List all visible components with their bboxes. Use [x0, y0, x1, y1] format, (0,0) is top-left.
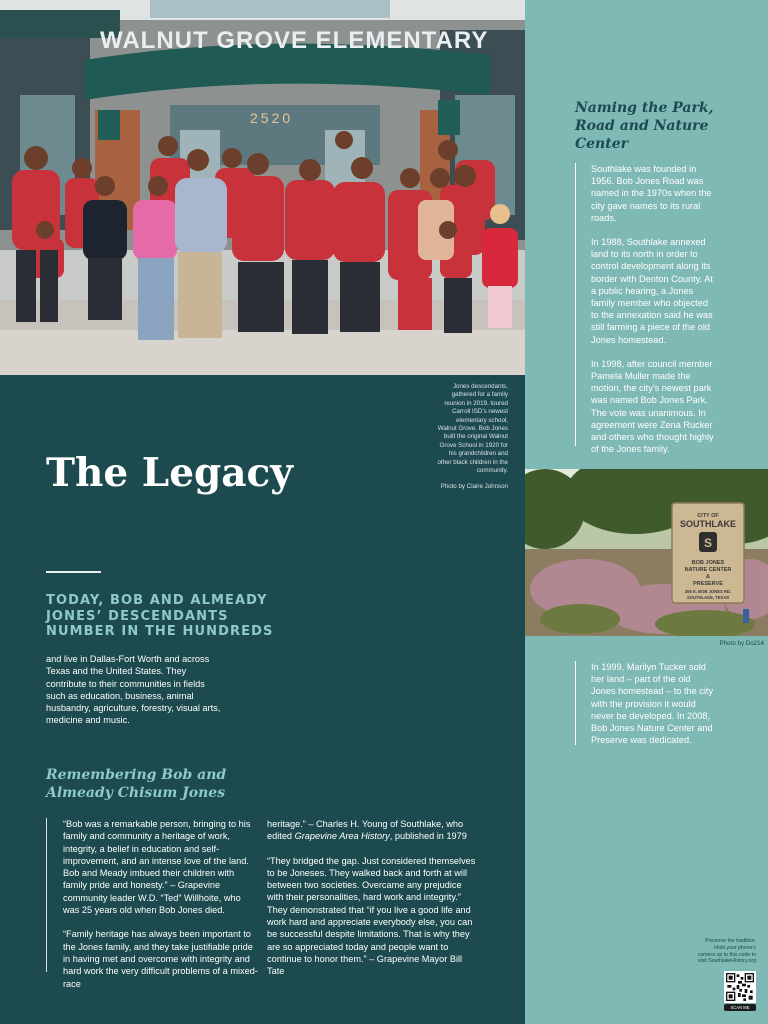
sign-text-preserve: PRESERVE	[693, 581, 723, 587]
donation-text-block	[575, 661, 717, 745]
naming-heading: Naming the Park, Road and Nature Center	[575, 100, 714, 152]
naming-paragraph-2: In 1988, Southlake annexed land to its north in order to control development along its border with Denton County. At a public hearing, a Jones family member who objected to the annexation said he was still farming a piece of the old Jones homestead.	[591, 237, 713, 345]
quote-willhoite: “Bob was a remarkable person, bringing to his family and community a heritage of work, integrity, a belief in education and self-improvement, and an intense love of the land. Bob and Meady imbued their children with family pride and honesty.” – Grapevine community leader W.D. “Ted” Willhoite, who was 25 years old when Bob Jones died.	[63, 819, 251, 916]
sign-text-nature-center: NATURE CENTER	[684, 567, 732, 573]
quote-young-text-b: , published in 1979	[389, 831, 467, 842]
naming-paragraph-1: Southlake was founded in 1956. Bob Jones Road was named in the 1970s when the city gave names to its rural roads.	[591, 164, 712, 223]
quote-tate: “They bridged the gap. Just considered themselves to be Joneses. They walked back and forth at will between two societies. Overcame any prejudice with their personalities, hard work and integrity.” They demonstrated that “if you live a good life and work hard and appreciate everybody else, you can be successful despite limitations. That is why they are so appreciated today and people want to continue to honor them.” – Grapevine Mayor Bill Tate	[267, 855, 476, 977]
naming-text-block	[575, 163, 717, 455]
quote-column-right	[267, 818, 477, 978]
donation-paragraph: In 1999, Marilyn Tucker sold her land – part of the old Jones homestead – to the city with the provision it would never be developed. In 2008, Bob Jones Nature Center and Preserve was dedicated.	[591, 662, 714, 746]
quote-column-left	[46, 818, 258, 989]
quote-family-heritage: “Family heritage has always been important to the Jones family, and they take justifiable pride in having met and overcome with integrity and hard work the very difficult problems of a mixed-race	[63, 929, 258, 989]
legacy-intro-text: and live in Dallas-Fort Worth and across Texas and the United States. They contribute to their communities in fields such as education, business, animal husbandry, agriculture, forestry, visual arts, medicine and music.	[46, 654, 221, 726]
scan-me-label: SCAN ME	[724, 1004, 756, 1011]
qr-code-icon	[726, 973, 754, 1001]
photo-caption-text: Jones descendants, gathered for a family reunion in 2019, toured Carroll ISD’s newest elementary school, Walnut Grove. Bob Jones built the original Walnut Grove School in 1920 for his grandchildren and other black children in the community.	[437, 383, 508, 475]
nature-center-sign-photo	[525, 469, 768, 636]
page-title: The Legacy	[46, 450, 293, 496]
school-number-text: 2520	[250, 110, 294, 126]
sign-text-city-state: SOUTHLAKE, TEXAS	[686, 595, 730, 600]
book-title: Grapevine Area History	[294, 831, 390, 842]
sign-photo-illustration	[525, 469, 768, 636]
group-photo-illustration	[0, 0, 525, 375]
remembering-heading: Remembering Bob and Almeady Chisum Jones	[46, 767, 227, 801]
quote-young-text-a: heritage.” – Charles H. Young of Southlake, who edited	[267, 819, 464, 842]
sign-text-southlake: SOUTHLAKE	[680, 519, 736, 529]
sign-photo-credit: Photo by Do214	[719, 640, 764, 647]
naming-paragraph-3: In 1998, after council member Pamela Muller made the motion, the city’s newest park was named Bob Jones Park. The vote was unanimous. In agreement were Zena Rucker and others who thought highly of the Jones family.	[591, 358, 714, 455]
legacy-subtitle: TODAY, BOB AND ALMEADY JONES’ DESCENDANTS NUMBER IN THE HUNDREDS	[46, 593, 274, 639]
qr-code[interactable]	[724, 971, 756, 1003]
group-photo	[0, 0, 525, 375]
photo-caption	[436, 383, 508, 492]
sign-emblem: S	[703, 536, 713, 550]
quote-young-attribution	[267, 818, 477, 843]
title-divider	[46, 571, 101, 573]
photo-caption-credit: Photo by Claire Johnson	[440, 483, 508, 491]
sign-text-ampersand: &	[706, 574, 710, 580]
sign-text-address: 355 E. BOB JONES RD.	[684, 589, 732, 594]
qr-caption: Preserve the tradition. Hold your phone’s camera up to this code to visit SouthlakeHistory.org	[697, 938, 756, 965]
sign-text-bob-jones: BOB JONES	[691, 560, 725, 566]
school-sign-text: WALNUT GROVE ELEMENTARY	[100, 27, 489, 54]
sign-text-city-of: CITY OF	[697, 513, 719, 519]
